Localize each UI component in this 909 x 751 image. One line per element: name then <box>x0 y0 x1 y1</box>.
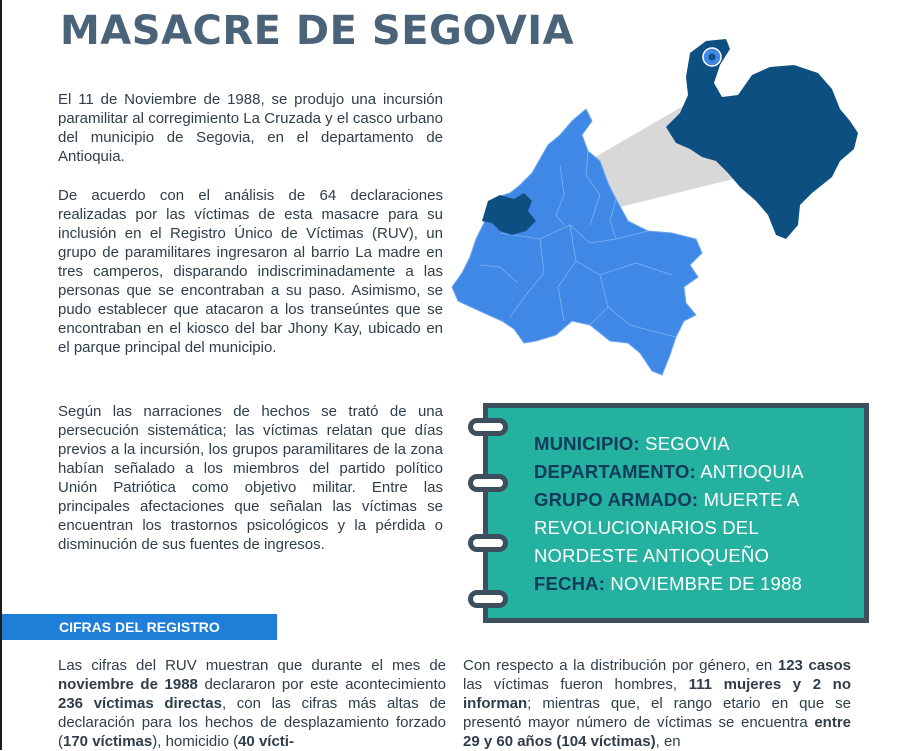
page-title: MASACRE DE SEGOVIA <box>60 8 575 54</box>
info-grupo-armado <box>534 486 854 570</box>
cifras-highlight: 40 vícti- <box>238 733 294 750</box>
departamento-label: DEPARTAMENTO: <box>534 461 696 482</box>
info-list <box>534 430 854 598</box>
intro-paragraph-1: El 11 de Noviembre de 1988, se produjo una incursión paramilitar al corregimiento La Cruzada y el casco urbano del municipio de Segovia, en el departamento de Antioquia. <box>58 91 443 165</box>
fecha-value: NOVIEMBRE DE 1988 <box>605 573 802 594</box>
cifras-highlight: 236 víctimas directas <box>58 695 222 712</box>
binder-ring-icon <box>468 474 508 492</box>
section-header-bar <box>2 614 277 640</box>
cifras-text: declararon por este acontecimiento <box>197 676 446 693</box>
cifras-left-column <box>58 656 446 751</box>
intro-paragraph-3: Según las narraciones de hechos se trató de una persecución sistemática; las víctimas relatan que días previos a la incursión, los grupos paramilitares de la zona habían señalado a los miembros del partido político Unión Patriótica como objetivo militar. Entre las principales afectaciones que señalan las víctimas se encuentran los trastornos psicológicos y la pérdida o disminución de sus fuentes de ingresos. <box>58 403 443 553</box>
municipio-value: SEGOVIA <box>639 433 730 454</box>
cifras-text: Con respecto a la distribución por género, en <box>463 657 778 674</box>
departamento-value: ANTIOQUIA <box>695 461 804 482</box>
fecha-label: FECHA: <box>534 573 606 594</box>
cifras-highlight: noviembre de 1988 <box>58 676 198 693</box>
info-departamento <box>534 458 854 486</box>
grupo-value: MUERTE A REVOLUCIONARIOS DEL NORDESTE ANTIOQUEÑO <box>534 489 799 566</box>
binder-ring-icon <box>468 418 508 436</box>
binder-ring-icon <box>468 590 508 608</box>
cifras-right-column <box>463 656 851 751</box>
info-fecha <box>534 570 854 598</box>
cifras-text: ), homicidio ( <box>152 733 239 750</box>
cifras-text: Las cifras del RUV muestran que durante el mes de <box>58 657 446 674</box>
cifras-text: , con las cifras más altas de declaración para los hechos de desplazamiento forzado ( <box>58 695 447 750</box>
antioquia-zoom-inset <box>666 39 858 239</box>
binder-ring-icon <box>468 534 508 552</box>
cifras-text: ; mientras que, el rango etario en que se presentó mayor número de víctimas se encuentra <box>463 695 851 731</box>
cifras-highlight: entre 29 y 60 años (104 víctimas) <box>463 714 851 750</box>
colombia-map <box>440 25 909 395</box>
section-heading: CIFRAS DEL REGISTRO <box>59 619 220 635</box>
info-municipio <box>534 430 854 458</box>
cifras-highlight: 123 casos <box>777 657 852 674</box>
segovia-marker-dot <box>709 54 716 61</box>
grupo-label: GRUPO ARMADO: <box>534 489 699 510</box>
intro-paragraph-2: De acuerdo con el análisis de 64 declaraciones realizadas por las víctimas de esta masacre para su inclusión en el Registro Único de Víctimas (RUV), un grupo de paramilitares ingresaron al barrio La madre en tres camperos, disparando indiscriminadamente a las personas que se encontraban a su paso. Asimismo, se pudo establecer que atacaron a los transeúntes que se encontraban en el kiosco del bar Jhony Kay, ubicado en el parque principal del municipio. <box>58 187 443 356</box>
cifras-highlight: 111 mujeres y 2 no informan <box>463 676 851 712</box>
cifras-highlight: 170 víctimas <box>63 733 153 750</box>
cifras-text: , en <box>655 733 681 750</box>
municipio-label: MUNICIPIO: <box>534 433 640 454</box>
cifras-text: las víctimas fueron hombres, <box>463 676 689 693</box>
